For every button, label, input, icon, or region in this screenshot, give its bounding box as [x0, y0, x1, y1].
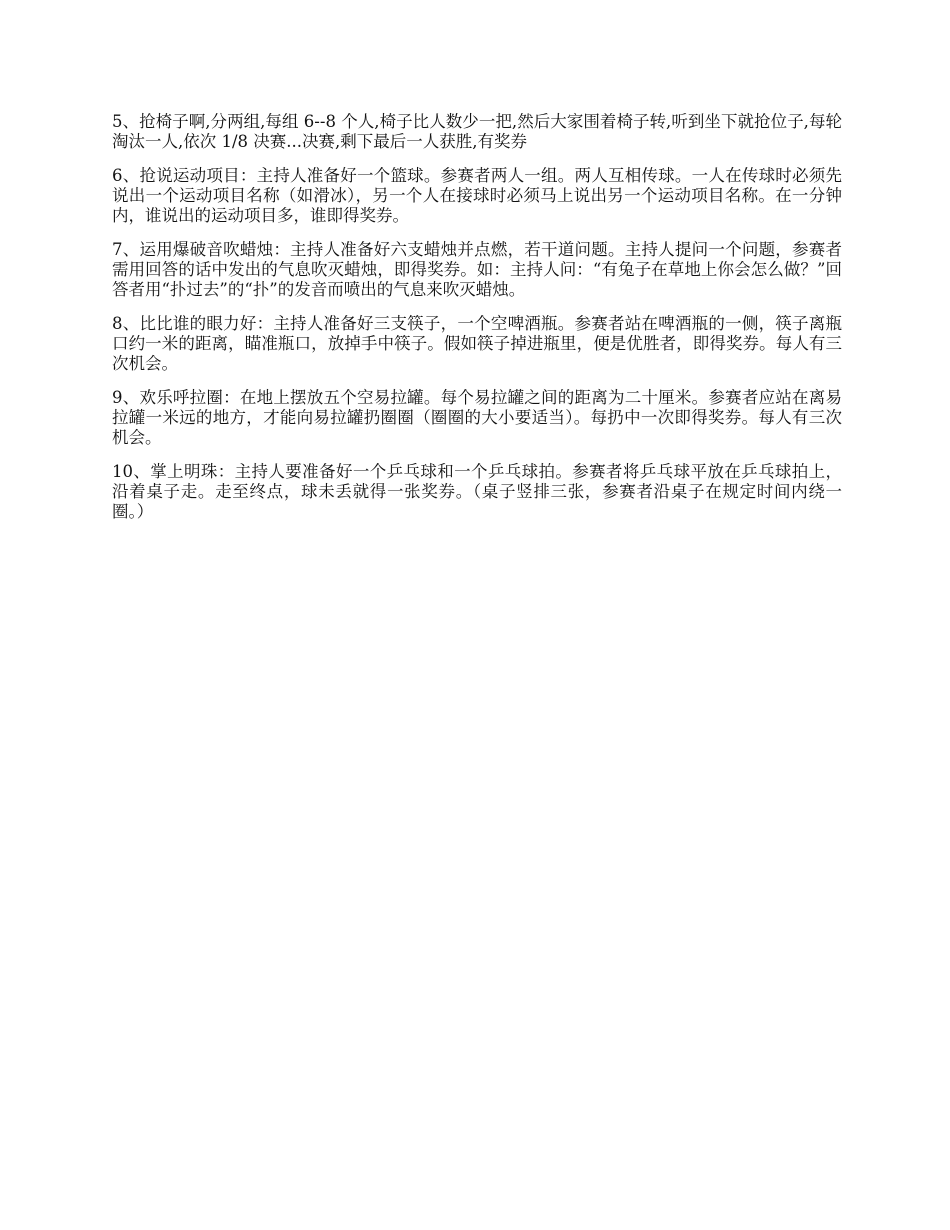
paragraph-item-5: 5、抢椅子啊,分两组,每组 6--8 个人,椅子比人数少一把,然后大家围着椅子转,听到坐下就抢位子,每轮淘汰一人,依次 1/8 决赛...决赛,剩下最后一人获胜,有奖券 — [112, 112, 842, 151]
document-body — [112, 112, 842, 536]
paragraph-item-10: 10、掌上明珠：主持人要准备好一个乒乓球和一个乒乓球拍。参赛者将乒乓球平放在乒乓球拍上，沿着桌子走。走至终点，球未丢就得一张奖券。（桌子竖排三张，参赛者沿桌子在规定时间内绕一圈。） — [112, 462, 842, 521]
paragraph-item-6: 6、抢说运动项目：主持人准备好一个篮球。参赛者两人一组。两人互相传球。一人在传球时必须先说出一个运动项目名称（如滑冰），另一个人在接球时必须马上说出另一个运动项目名称。在一分钟内，谁说出的运动项目多，谁即得奖券。 — [112, 166, 842, 225]
paragraph-item-7: 7、运用爆破音吹蜡烛：主持人准备好六支蜡烛并点燃，若干道问题。主持人提问一个问题，参赛者需用回答的话中发出的气息吹灭蜡烛，即得奖券。如：主持人问：“有兔子在草地上你会怎么做？”回答者用“扑过去”的“扑”的发音而喷出的气息来吹灭蜡烛。 — [112, 240, 842, 299]
paragraph-item-9: 9、欢乐呼拉圈：在地上摆放五个空易拉罐。每个易拉罐之间的距离为二十厘米。参赛者应站在离易拉罐一米远的地方，才能向易拉罐扔圈圈（圈圈的大小要适当）。每扔中一次即得奖券。每人有三次机会。 — [112, 388, 842, 447]
paragraph-item-8: 8、比比谁的眼力好：主持人准备好三支筷子，一个空啤酒瓶。参赛者站在啤酒瓶的一侧，筷子离瓶口约一米的距离，瞄准瓶口，放掉手中筷子。假如筷子掉进瓶里，便是优胜者，即得奖券。每人有三次机会。 — [112, 314, 842, 373]
